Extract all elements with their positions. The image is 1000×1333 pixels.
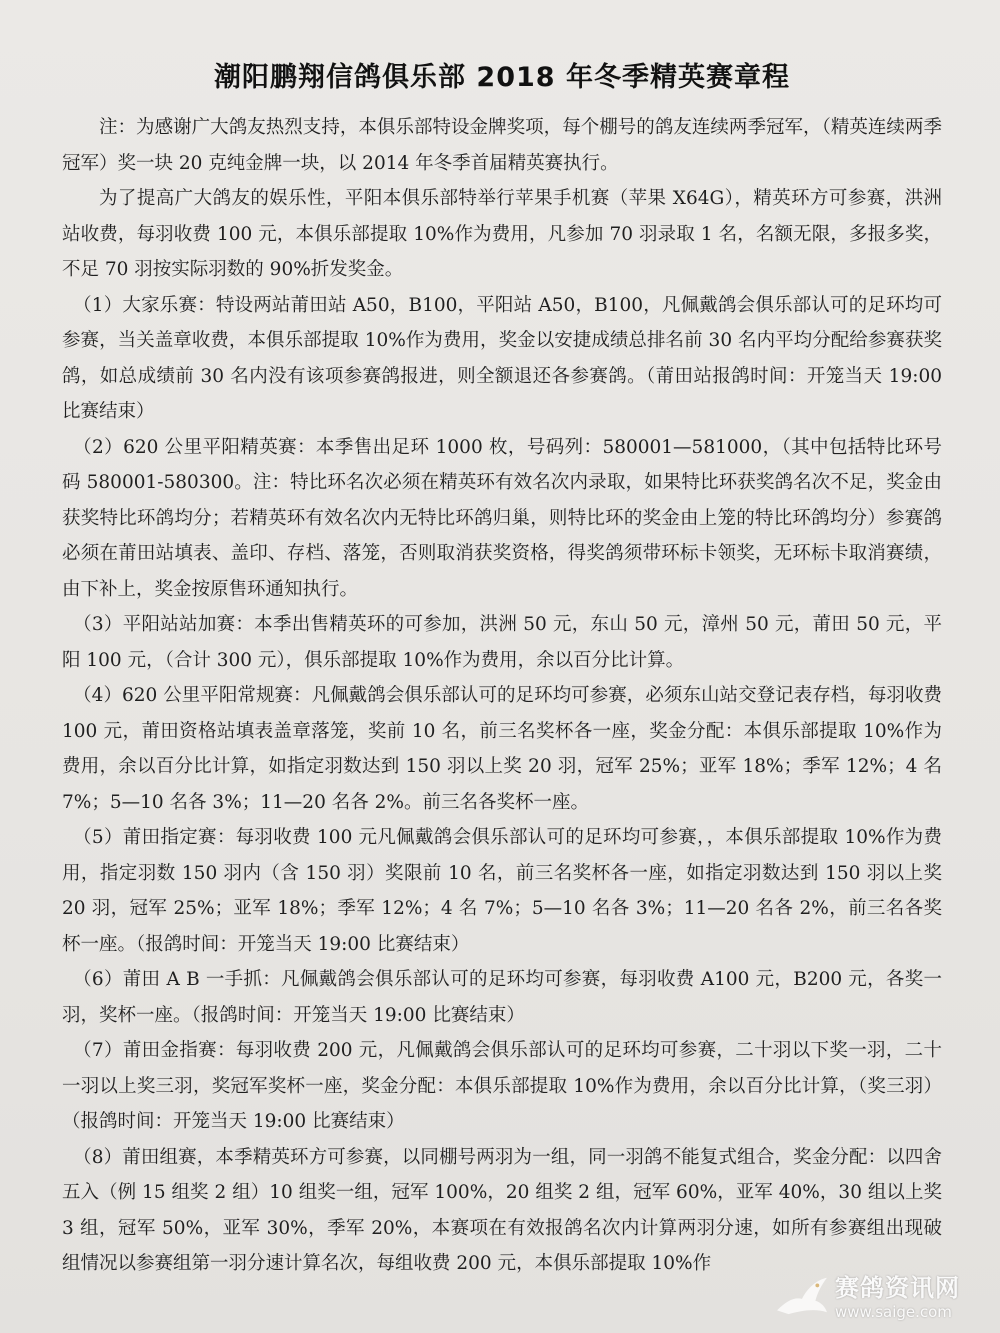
section-3-paragraph: （3）平阳站站加赛：本季出售精英环的可参加，洪洲 50 元，东山 50 元，漳州 50 元，莆田 50 元，平阳 100 元，（合计 300 元），俱乐部提取 10%作为费用，余以百分比计算。 — [62, 614, 942, 671]
section-1-paragraph: （1）大家乐赛：特设两站莆田站 A50，B100，平阳站 A50，B100，凡佩戴鸽会俱乐部认可的足环均可参赛，当关盖章收费，本俱乐部提取 10%作为费用，奖金以安捷成绩总排名前 30 名内平均分配给参赛获奖鸽，如总成绩前 30 名内没有该项参赛鸽报进，则全额退还各参赛鸽。（莆田站报鸽时间：开笼当天 19:00 比赛结束） — [62, 294, 942, 422]
section-7-paragraph: （7）莆田金指赛：每羽收费 200 元，凡佩戴鸽会俱乐部认可的足环均可参赛，二十羽以下奖一羽，二十一羽以上奖三羽，奖冠军奖杯一座，奖金分配：本俱乐部提取 10%作为费用，余以百分比计算，（奖三羽）（报鸽时间：开笼当天 19:00 比赛结束） — [62, 1040, 942, 1132]
section-4-paragraph: （4）620 公里平阳常规赛：凡佩戴鸽会俱乐部认可的足环均可参赛，必须东山站交登记表存档，每羽收费 100 元，莆田资格站填表盖章落笼，奖前 10 名，前三名奖杯各一座，奖金分配：本俱乐部提取 10%作为费用，余以百分比计算，如指定羽数达到 150 羽以上奖 20 羽，冠军 25%；亚军 18%；季军 12%；4 名 7%；5—10 名各 3%；11—20 名各 2%。前三名各奖杯一座。 — [62, 685, 942, 813]
section-5-paragraph: （5）莆田指定赛：每羽收费 100 元凡佩戴鸽会俱乐部认可的足环均可参赛，，本俱乐部提取 10%作为费用，指定羽数 150 羽内（含 150 羽）奖限前 10 名，前三名奖杯各一座，如指定羽数达到 150 羽以上奖 20 羽，冠军 25%；亚军 18%；季军 12%；4 名 7%；5—10 名各 3%；11—20 名各 2%，前三名各奖杯一座。（报鸽时间：开笼当天 19:00 比赛结束） — [62, 827, 942, 955]
note-paragraph: 注：为感谢广大鸽友热烈支持，本俱乐部特设金牌奖项，每个棚号的鸽友连续两季冠军，（精英连续两季冠军）奖一块 20 克纯金牌一块，以 2014 年冬季首届精英赛执行。 — [62, 117, 942, 174]
section-8-paragraph: （8）莆田组赛，本季精英环方可参赛，以同棚号两羽为一组，同一羽鸽不能复式组合，奖金分配：以四舍五入（例 15 组奖 2 组）10 组奖一组，冠军 100%，20 组奖 2 组，冠军 60%，亚军 40%，30 组以上奖 3 组，冠军 50%，亚军 30%，季军 20%，本赛项在有效报鸽名次内计算两羽分速，如所有参赛组出现破组情况以参赛组第一羽分速计算名次，每组收费 200 元，本俱乐部提取 10%作 — [62, 1146, 942, 1274]
apple-phone-race-paragraph: 为了提高广大鸽友的娱乐性，平阳本俱乐部特举行苹果手机赛（苹果 X64G），精英环方可参赛，洪洲站收费，每羽收费 100 元，本俱乐部提取 10%作为费用，凡参加 70 羽录取 1 名，名额无限，多报多奖，不足 70 羽按实际羽数的 90%折发奖金。 — [62, 188, 942, 280]
watermark-url: www.saige.com — [835, 1303, 952, 1321]
document-title: 潮阳鹏翔信鸽俱乐部 2018 年冬季精英赛章程 — [214, 62, 790, 93]
site-watermark — [773, 1268, 960, 1321]
section-6-paragraph: （6）莆田 A B 一手抓：凡佩戴鸽会俱乐部认可的足环均可参赛，每羽收费 A100 元，B200 元，各奖一羽，奖杯一座。（报鸽时间：开笼当天 19:00 比赛结束） — [62, 969, 942, 1026]
watermark-site-name: 赛鸽资讯网 — [835, 1274, 960, 1302]
section-2-paragraph: （2）620 公里平阳精英赛：本季售出足环 1000 枚，号码列：580001—581000，（其中包括特比环号码 580001-580300。注：特比环名次必须在精英环有效名次内录取，如果特比环获奖鸽名次不足，奖金由获奖特比环鸽均分；若精英环有效名次内无特比环鸽归巢，则特比环的奖金由上笼的特比环鸽均分）参赛鸽必须在莆田站填表、盖印、存档、落笼，否则取消获奖资格，得奖鸽须带环标卡领奖，无环标卡取消赛绩，由下补上，奖金按原售环通知执行。 — [62, 436, 942, 600]
pigeon-logo-icon — [773, 1272, 831, 1318]
